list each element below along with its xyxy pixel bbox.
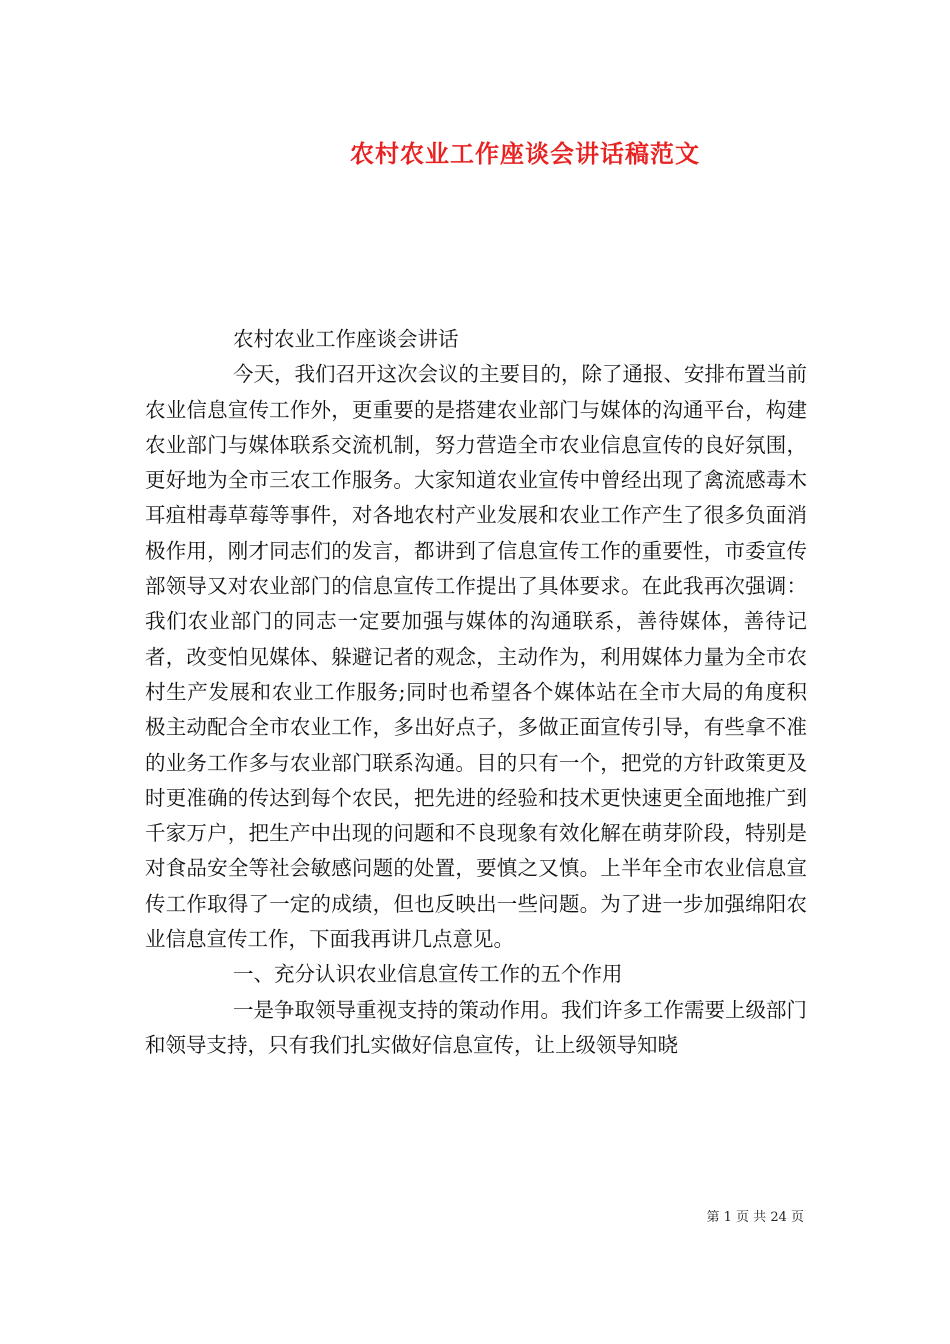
document-title: 农村农业工作座谈会讲话稿范文 [350, 139, 700, 168]
page-number-footer: 第 1 页 共 24 页 [706, 1210, 804, 1225]
paragraph-opening: 今天，我们召开这次会议的主要目的，除了通报、安排布置当前农业信息宣传工作外，更重要的是搭建农业部门与媒体的沟通平台，构建农业部门与媒体联系交流机制，努力营造全市农业信息宣传的良好氛围，更好地为全市三农工作服务。大家知道农业宣传中曾经出现了禽流感毒木耳疽柑毒草莓等事件，对各地农村产业发展和农业工作产生了很多负面消极作用，刚才同志们的发言，都讲到了信息宣传工作的重要性，市委宣传部领导又对农业部门的信息宣传工作提出了具体要求。在此我再次强调：我们农业部门的同志一定要加强与媒体的沟通联系，善待媒体，善待记者，改变怕见媒体、躲避记者的观念，主动作为，利用媒体力量为全市农村生产发展和农业工作服务;同时也希望各个媒体站在全市大局的角度积极主动配合全市农业工作，多出好点子，多做正面宣传引导，有些拿不准的业务工作多与农业部门联系沟通。目的只有一个，把党的方针政策更及时更准确的传达到每个农民，把先进的经验和技术更快速更全面地推广到千家万户，把生产中出现的问题和不良现象有效化解在萌芽阶段，特别是对食品安全等社会敏感问题的处置，要慎之又慎。上半年全市农业信息宣传工作取得了一定的成绩，但也反映出一些问题。为了进一步加强绵阳农业信息宣传工作，下面我再讲几点意见。 [145, 362, 807, 952]
paragraph-point-one: 一是争取领导重视支持的策动作用。我们许多工作需要上级部门和领导支持，只有我们扎实做好信息宣传，让上级领导知晓 [145, 997, 807, 1057]
document-body [145, 322, 807, 1063]
section-heading-one: 一、充分认识农业信息宣传工作的五个作用 [233, 962, 623, 987]
speech-subtitle: 农村农业工作座谈会讲话 [233, 327, 459, 351]
